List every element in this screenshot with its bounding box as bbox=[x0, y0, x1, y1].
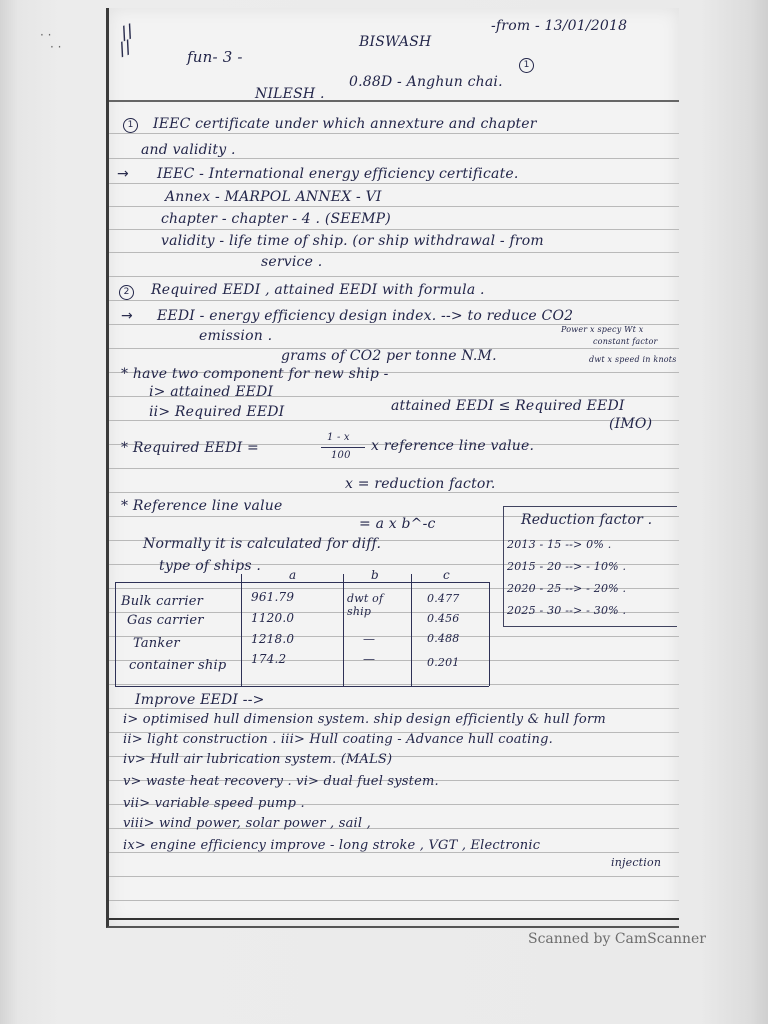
table-border-top bbox=[115, 582, 489, 583]
reduction-box-top bbox=[503, 506, 677, 507]
improve-line: v> waste heat recovery . vi> dual fuel system. bbox=[123, 774, 439, 789]
table-cell-c: 0.456 bbox=[427, 612, 460, 625]
q1-line: service . bbox=[261, 254, 323, 270]
scanner-watermark: Scanned by CamScanner bbox=[528, 931, 706, 947]
reduction-row: 2015 - 20 --> - 10% . bbox=[507, 560, 627, 573]
header-title: fun- 3 - bbox=[187, 48, 243, 66]
notebook-page bbox=[106, 8, 679, 928]
table-cell-b: — bbox=[363, 652, 376, 666]
arrow-icon: → bbox=[121, 308, 133, 324]
q2-line: i> attained EEDI bbox=[149, 384, 274, 400]
side-note: constant factor bbox=[593, 337, 658, 346]
reduction-row: 2020 - 25 --> - 20% . bbox=[507, 582, 627, 595]
q2-formula: = a x b^-c bbox=[359, 516, 436, 532]
ruled-line bbox=[109, 468, 679, 469]
q1-line: IEEC - International energy efficiency certificate. bbox=[157, 166, 519, 182]
fraction-denominator: 100 bbox=[331, 450, 351, 461]
ruled-line bbox=[109, 900, 679, 901]
improve-line: ii> light construction . iii> Hull coating - Advance hull coating. bbox=[123, 732, 553, 747]
ruled-line bbox=[109, 183, 679, 184]
table-cell-c: 0.488 bbox=[427, 632, 460, 645]
q2-formula-left: * Required EEDI = bbox=[121, 440, 259, 456]
margin-dots: · · bbox=[40, 28, 52, 42]
reduction-box-bottom bbox=[503, 626, 677, 627]
q1-line: chapter - chapter - 4 . (SEEMP) bbox=[161, 211, 391, 227]
q2-line: * have two component for new ship - bbox=[121, 366, 389, 382]
table-border-right bbox=[489, 582, 490, 686]
margin-ticks: // bbox=[115, 36, 135, 61]
improve-line: vii> variable speed pump . bbox=[123, 796, 305, 811]
ruled-line bbox=[109, 876, 679, 877]
table-col-divider bbox=[241, 574, 242, 686]
q1-line: IEEC certificate under which annexture and chapter bbox=[153, 116, 537, 132]
ruled-line bbox=[109, 229, 679, 230]
q2-formula-right: x reference line value. bbox=[371, 438, 535, 454]
table-cell-type: Gas carrier bbox=[127, 613, 204, 628]
table-border-bottom bbox=[115, 686, 489, 687]
q2-line: emission . bbox=[199, 328, 273, 344]
question-number: 2 bbox=[119, 285, 134, 300]
page-number: 1 bbox=[519, 58, 534, 73]
margin-dots: · · bbox=[50, 40, 62, 54]
table-header-a: a bbox=[289, 568, 297, 582]
table-cell-b: — bbox=[363, 632, 376, 646]
fraction-numerator: 1 - x bbox=[327, 432, 350, 443]
reduction-row: 2013 - 15 --> 0% . bbox=[507, 538, 612, 551]
improve-line: viii> wind power, solar power , sail , bbox=[123, 816, 371, 831]
q2-line: Normally it is calculated for diff. bbox=[143, 536, 382, 552]
q2-line: x = reduction factor. bbox=[345, 476, 496, 492]
ruled-line bbox=[109, 206, 679, 207]
ruled-line bbox=[109, 684, 679, 685]
q2-line: Required EEDI , attained EEDI with formula . bbox=[151, 282, 485, 298]
ruled-line bbox=[109, 276, 679, 277]
reduction-box-left bbox=[503, 506, 504, 626]
header-name: NILESH . bbox=[255, 86, 325, 102]
margin-ticks: // bbox=[117, 20, 137, 45]
ruled-line bbox=[109, 708, 679, 709]
side-note: dwt x speed in knots bbox=[589, 355, 677, 364]
table-cell-type: Bulk carrier bbox=[121, 594, 204, 609]
table-col-divider bbox=[343, 574, 344, 686]
table-cell-c: 0.201 bbox=[427, 656, 460, 669]
ruled-line bbox=[109, 133, 679, 134]
table-cell-a: 174.2 bbox=[251, 652, 287, 666]
ruled-line bbox=[109, 918, 679, 920]
ruled-line bbox=[109, 636, 679, 637]
ruled-line bbox=[109, 252, 679, 253]
arrow-icon: → bbox=[117, 166, 129, 182]
q2-line: (IMO) bbox=[609, 416, 653, 432]
table-col-divider bbox=[411, 574, 412, 686]
question-number: 1 bbox=[123, 118, 138, 133]
ruled-line bbox=[109, 420, 679, 421]
ruled-line bbox=[109, 158, 679, 159]
improve-line: ix> engine efficiency improve - long stroke , VGT , Electronic bbox=[123, 838, 541, 853]
ruled-line bbox=[109, 300, 679, 301]
q2-line: grams of CO2 per tonne N.M. bbox=[281, 348, 497, 364]
q1-line: and validity . bbox=[141, 142, 236, 158]
improve-line: i> optimised hull dimension system. ship design efficiently & hull form bbox=[123, 712, 606, 727]
q2-line: EEDI - energy efficiency design index. --> to reduce CO2 bbox=[157, 308, 574, 324]
table-cell-a: 1218.0 bbox=[251, 632, 295, 646]
table-border-left bbox=[115, 582, 116, 686]
header-date: -from - 13/01/2018 bbox=[491, 18, 628, 34]
reduction-row: 2025 - 30 --> - 30% . bbox=[507, 604, 627, 617]
table-header-b: b bbox=[371, 568, 379, 582]
improve-line: injection bbox=[611, 856, 662, 869]
table-cell-type: container ship bbox=[129, 658, 227, 673]
improve-title: Improve EEDI --> bbox=[135, 692, 265, 708]
header-code: 0.88D - Anghun chai. bbox=[349, 74, 503, 90]
reduction-title: Reduction factor . bbox=[521, 512, 653, 528]
ruled-line bbox=[109, 100, 679, 102]
fraction-bar bbox=[321, 447, 365, 448]
header-author: BISWASH bbox=[359, 34, 432, 50]
improve-line: iv> Hull air lubrication system. (MALS) bbox=[123, 752, 393, 767]
q2-line: type of ships . bbox=[159, 558, 262, 574]
q1-line: Annex - MARPOL ANNEX - VI bbox=[165, 189, 382, 205]
table-cell-c: 0.477 bbox=[427, 592, 460, 605]
side-note: Power x specy Wt x bbox=[561, 325, 644, 334]
q2-line: * Reference line value bbox=[121, 498, 283, 514]
q1-line: validity - life time of ship. (or ship withdrawal - from bbox=[161, 233, 544, 249]
ruled-line bbox=[109, 492, 679, 493]
table-cell-a: 961.79 bbox=[251, 590, 295, 604]
table-header-c: c bbox=[443, 568, 450, 582]
table-cell-type: Tanker bbox=[133, 636, 180, 651]
q2-line: ii> Required EEDI bbox=[149, 404, 285, 420]
table-cell-b: dwt of ship bbox=[347, 592, 384, 618]
table-cell-a: 1120.0 bbox=[251, 611, 295, 625]
q2-line: attained EEDI ≤ Required EEDI bbox=[391, 398, 625, 414]
